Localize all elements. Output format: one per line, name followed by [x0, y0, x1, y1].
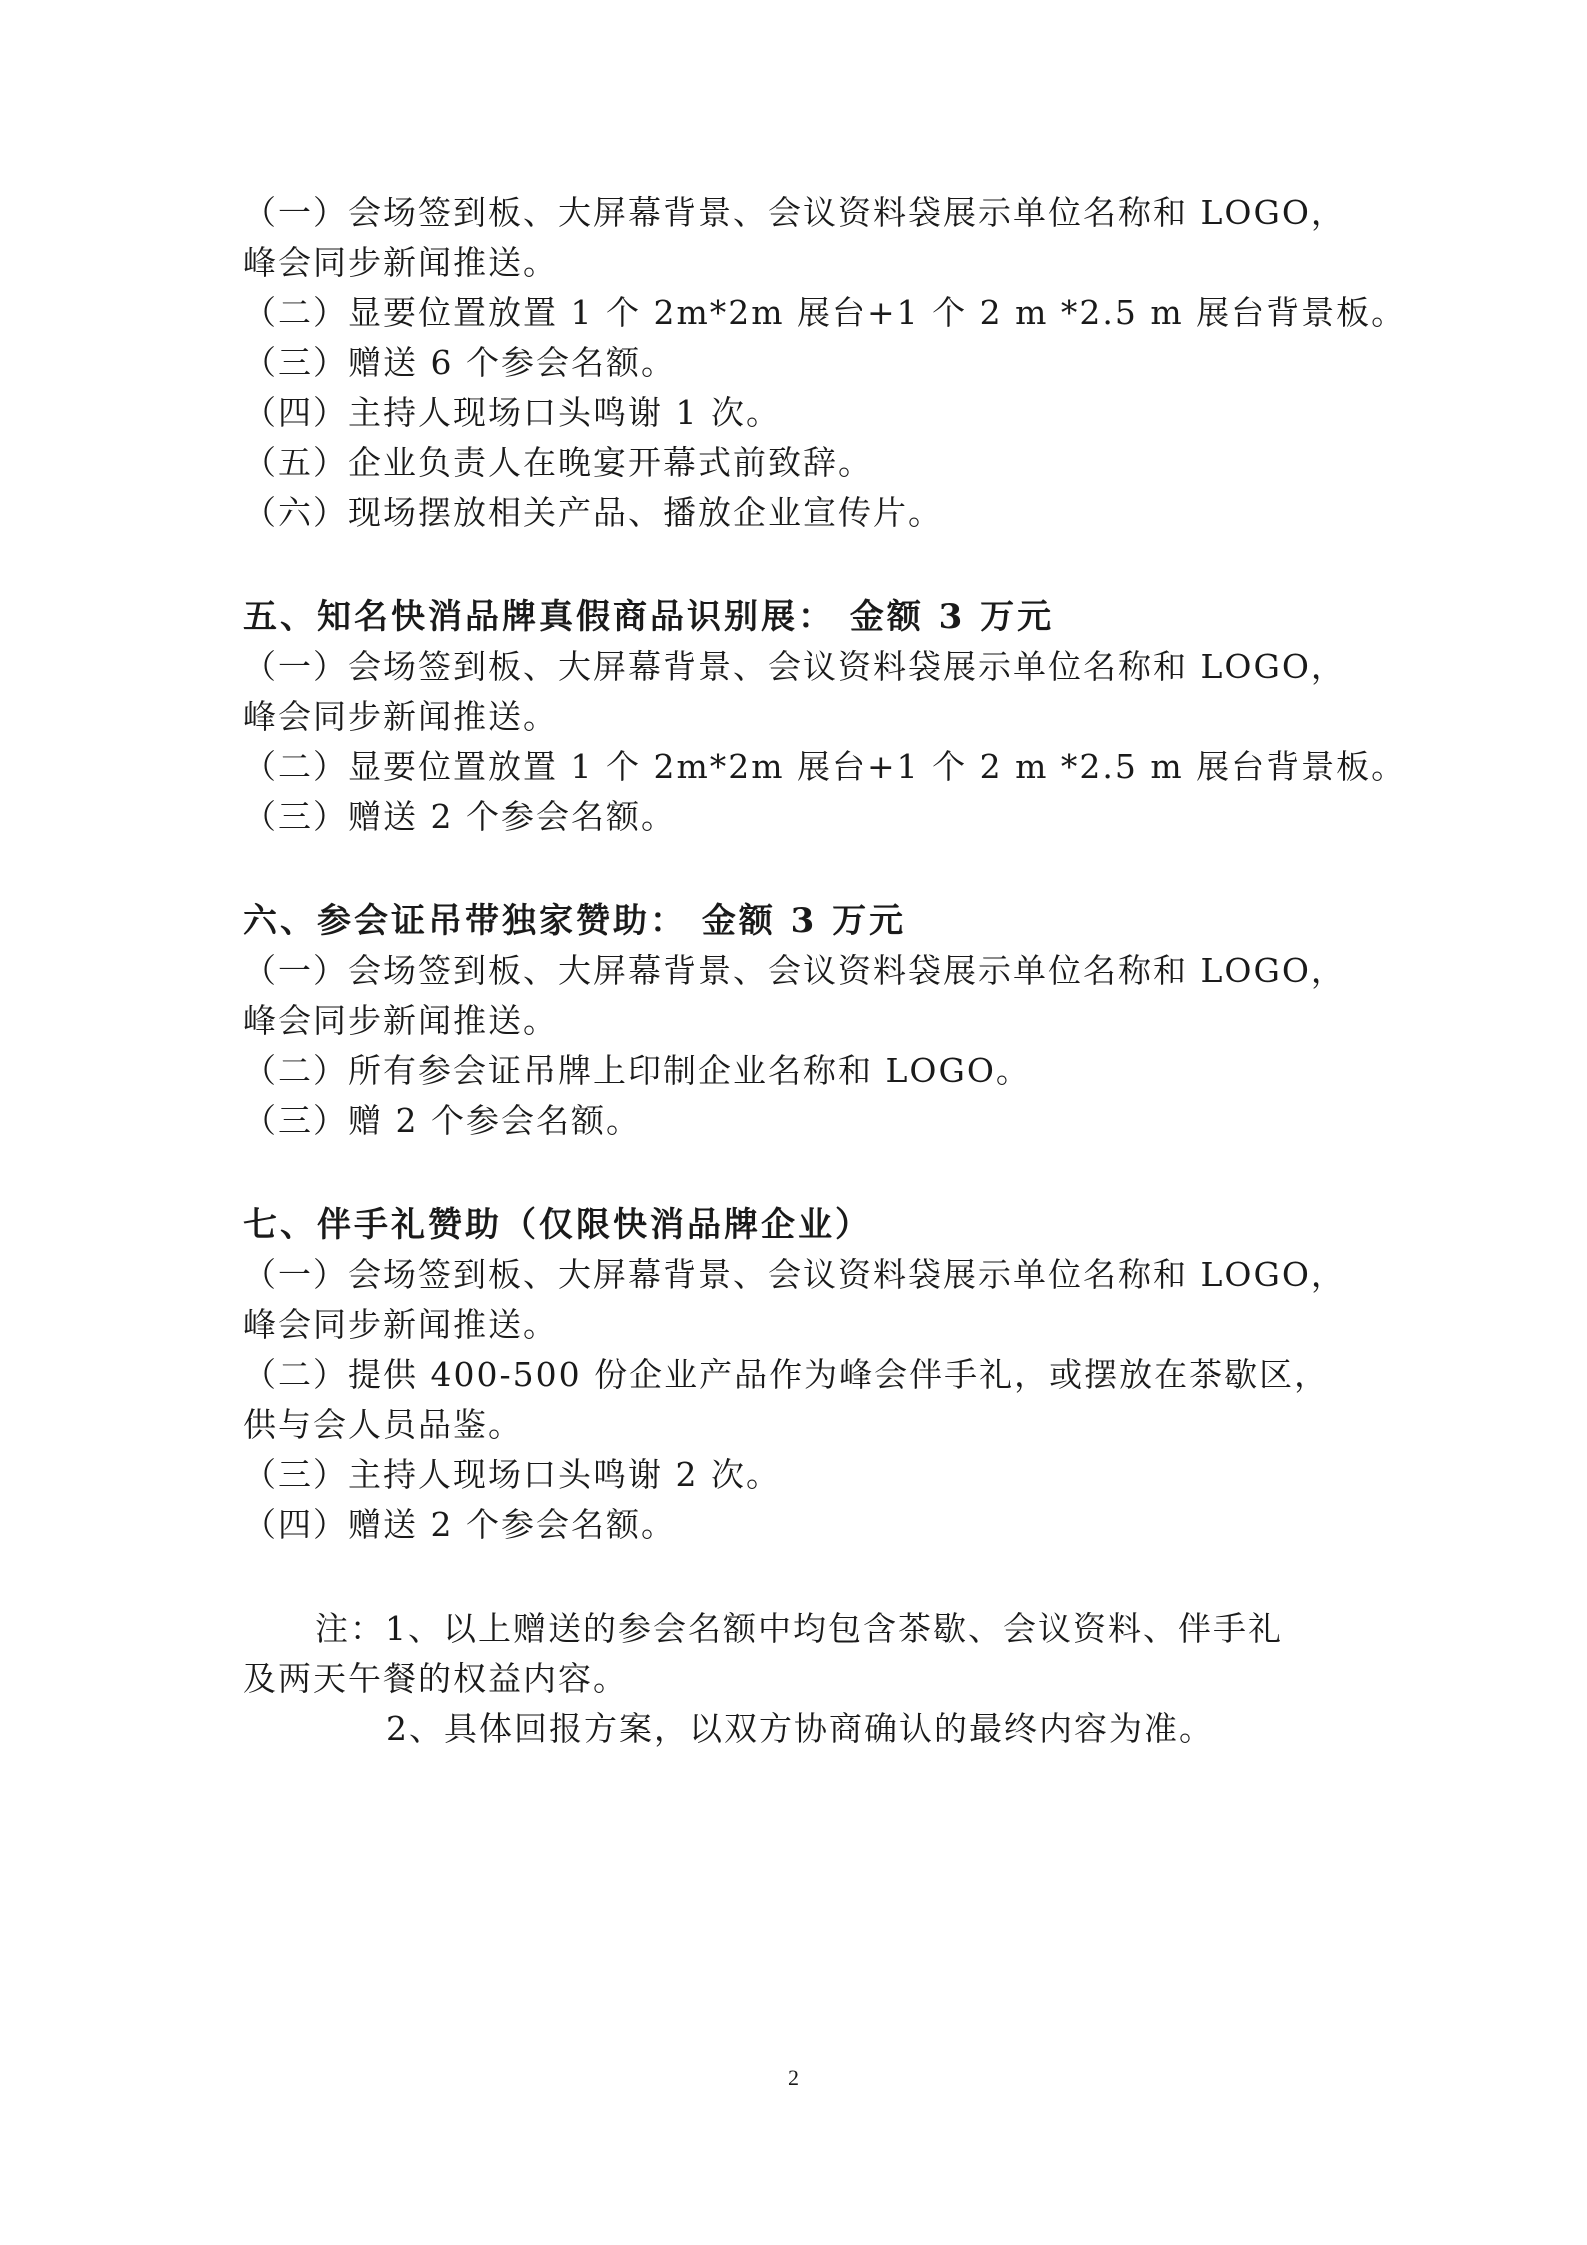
spacer	[243, 842, 1353, 896]
list-item: （一）会场签到板、大屏幕背景、会议资料袋展示单位名称和 LOGO，	[243, 951, 1346, 990]
list-item: （五）企业负责人在晚宴开幕式前致辞。	[243, 443, 873, 482]
list-item: （一）会场签到板、大屏幕背景、会议资料袋展示单位名称和 LOGO，	[243, 1255, 1346, 1294]
list-item: （四）主持人现场口头鸣谢 1 次。	[243, 393, 781, 432]
list-item: （三）赠送 6 个参会名额。	[243, 343, 676, 382]
list-item: （三）主持人现场口头鸣谢 2 次。	[243, 1455, 781, 1494]
spacer	[243, 1550, 1353, 1604]
list-item: 峰会同步新闻推送。	[243, 1305, 558, 1344]
page-content	[243, 188, 1407, 1754]
list-item: （二）提供 400-500 份企业产品作为峰会伴手礼，或摆放在茶歇区，	[243, 1355, 1330, 1394]
note-line: 注：1、以上赠送的参会名额中均包含茶歇、会议资料、伴手礼	[315, 1609, 1283, 1648]
list-item: （四）赠送 2 个参会名额。	[243, 1505, 676, 1544]
list-item: （一）会场签到板、大屏幕背景、会议资料袋展示单位名称和 LOGO，	[243, 193, 1346, 232]
list-item: （六）现场摆放相关产品、播放企业宣传片。	[243, 493, 943, 532]
list-item: 峰会同步新闻推送。	[243, 697, 558, 736]
list-item: （二）显要位置放置 1 个 2m*2m 展台+1 个 2 m *2.5 m 展台背景板。	[243, 293, 1407, 332]
list-item: （一）会场签到板、大屏幕背景、会议资料袋展示单位名称和 LOGO，	[243, 647, 1346, 686]
section-five	[243, 592, 1407, 842]
list-item: （二）所有参会证吊牌上印制企业名称和 LOGO。	[243, 1051, 1031, 1090]
section-heading: 七、伴手礼赞助（仅限快消品牌企业）	[243, 1205, 872, 1245]
section-seven	[243, 1200, 1353, 1550]
list-item: 峰会同步新闻推送。	[243, 1001, 558, 1040]
list-item: 峰会同步新闻推送。	[243, 243, 558, 282]
list-item: （二）显要位置放置 1 个 2m*2m 展台+1 个 2 m *2.5 m 展台背景板。	[243, 747, 1407, 786]
section-heading: 六、参会证吊带独家赞助： 金额 3 万元	[243, 901, 907, 941]
note-line: 2、具体回报方案，以双方协商确认的最终内容为准。	[386, 1709, 1214, 1748]
spacer	[243, 538, 1353, 592]
list-item: 供与会人员品鉴。	[243, 1405, 523, 1444]
list-item: （三）赠 2 个参会名额。	[243, 1101, 641, 1140]
section-continued	[243, 188, 1407, 538]
note-line: 及两天午餐的权益内容。	[243, 1659, 628, 1698]
section-six	[243, 896, 1353, 1146]
spacer	[243, 1146, 1353, 1200]
section-heading: 五、知名快消品牌真假商品识别展： 金额 3 万元	[243, 597, 1055, 637]
list-item: （三）赠送 2 个参会名额。	[243, 797, 676, 836]
page-number: 2	[788, 2065, 799, 2090]
notes-block	[243, 1604, 1353, 1754]
